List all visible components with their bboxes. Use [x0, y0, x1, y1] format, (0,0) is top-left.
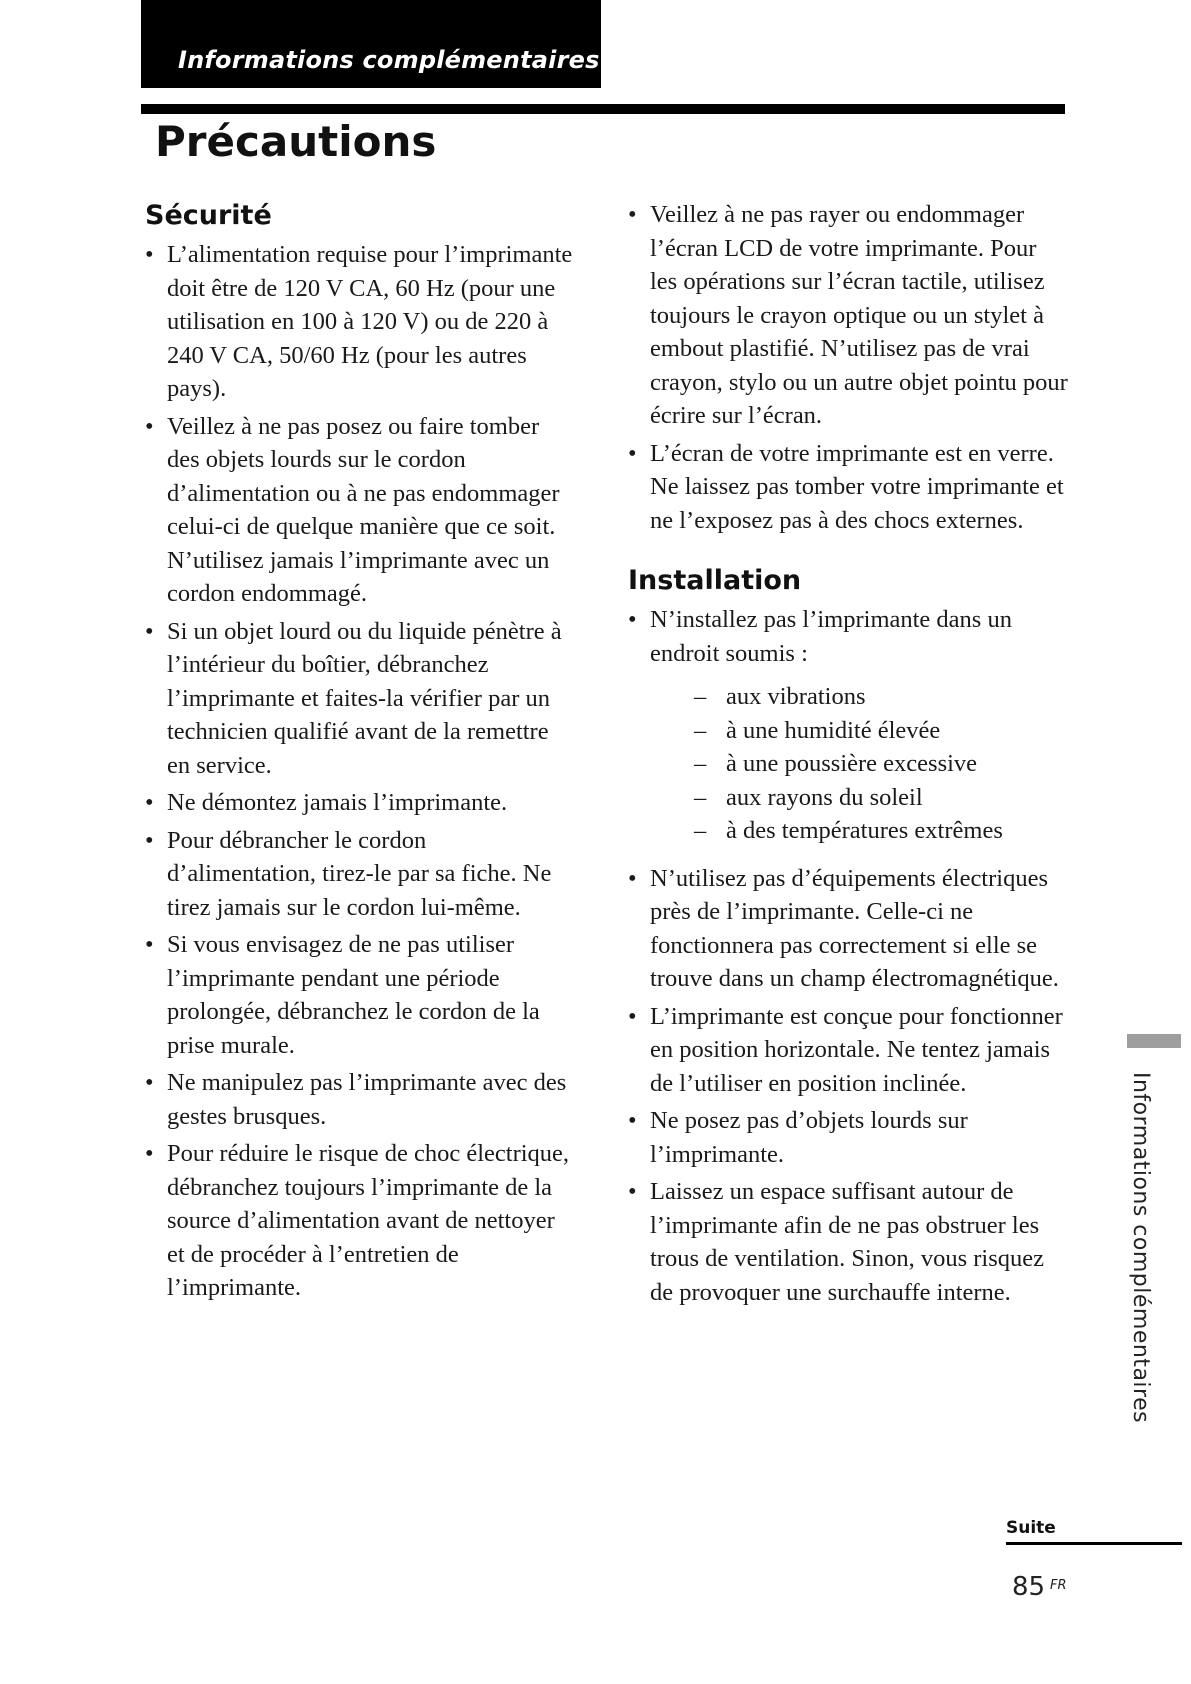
section-header-label: Informations complémentaires: [178, 46, 600, 74]
conditions-list: [650, 680, 1068, 848]
list-item: • Ne démontez jamais l’imprimante.: [145, 786, 575, 820]
continued-rule: [1006, 1542, 1182, 1545]
continued-label: Suite: [1006, 1518, 1056, 1538]
screen-care-list: [628, 198, 1068, 537]
list-item: • L’écran de votre imprimante est en verre. Ne laissez pas tomber votre imprimante et ne l’exposez pas à des chocs externes.: [628, 437, 1068, 538]
list-item: [628, 603, 1068, 848]
list-item: • N’utilisez pas d’équipements électriques près de l’imprimante. Celle-ci ne fonctionnera pas correctement si elle se trouve dans un champ électromagnétique.: [628, 862, 1068, 996]
section-heading-installation: Installation: [628, 565, 802, 596]
list-item: • Laissez un espace suffisant autour de l’imprimante afin de ne pas obstruer les trous de ventilation. Sinon, vous risquez de provoquer une surchauffe interne.: [628, 1175, 1068, 1309]
side-tab-label: Informations complémentaires: [1128, 1072, 1153, 1424]
list-item: • Ne posez pas d’objets lourds sur l’imprimante.: [628, 1104, 1068, 1171]
condition-item: – à une humidité élevée: [650, 714, 1068, 748]
condition-item: – à une poussière excessive: [650, 747, 1068, 781]
section-heading-securite: Sécurité: [145, 200, 272, 231]
install-environment-text: N’installez pas l’imprimante dans un endroit soumis :: [650, 606, 1012, 667]
list-item: • Ne manipulez pas l’imprimante avec des gestes brusques.: [145, 1066, 575, 1133]
condition-item: – aux vibrations: [650, 680, 1068, 714]
right-column: [628, 198, 1068, 1313]
list-item: • L’imprimante est conçue pour fonctionner en position horizontale. Ne tentez jamais de l’utiliser en position inclinée.: [628, 1000, 1068, 1101]
list-item: • Veillez à ne pas posez ou faire tomber des objets lourds sur le cordon d’alimentation ou à ne pas endommager celui-ci de quelque manière que ce soit. N’utilisez jamais l’imprimante avec un cordon endommagé.: [145, 410, 575, 611]
left-column: [145, 198, 575, 1309]
list-item: • Pour réduire le risque de choc électrique, débranchez toujours l’imprimante de la source d’alimentation avant de nettoyer et de procéder à l’entretien de l’imprimante.: [145, 1137, 575, 1305]
list-item: • Pour débrancher le cordon d’alimentation, tirez-le par sa fiche. Ne tirez jamais sur le cordon lui-même.: [145, 824, 575, 925]
title-rule: [141, 104, 1065, 114]
list-item: • Veillez à ne pas rayer ou endommager l’écran LCD de votre imprimante. Pour les opérations sur l’écran tactile, utilisez toujours le crayon optique ou un stylet à embout plastifié. N’utilisez pas de vrai crayon, stylo ou un autre objet pointu pour écrire sur l’écran.: [628, 198, 1068, 433]
language-code: FR: [1050, 1578, 1067, 1593]
list-item: • Si un objet lourd ou du liquide pénètre à l’intérieur du boîtier, débranchez l’imprimante et faites-la vérifier par un technicien qualifié avant de la remettre en service.: [145, 615, 575, 783]
section-header-bar: [141, 0, 601, 88]
safety-list: [145, 238, 575, 1305]
list-item: • Si vous envisagez de ne pas utiliser l’imprimante pendant une période prolongée, débranchez le cordon de la prise murale.: [145, 928, 575, 1062]
page-title: Précautions: [155, 117, 437, 166]
list-item: • L’alimentation requise pour l’imprimante doit être de 120 V CA, 60 Hz (pour une utilisation en 100 à 120 V) ou de 220 à 240 V CA, 50/60 Hz (pour les autres pays).: [145, 238, 575, 406]
condition-item: – à des températures extrêmes: [650, 814, 1068, 848]
condition-item: – aux rayons du soleil: [650, 781, 1068, 815]
side-tab-marker: [1127, 1034, 1181, 1048]
page-number: 85: [1012, 1572, 1046, 1602]
installation-list: [628, 603, 1068, 1309]
